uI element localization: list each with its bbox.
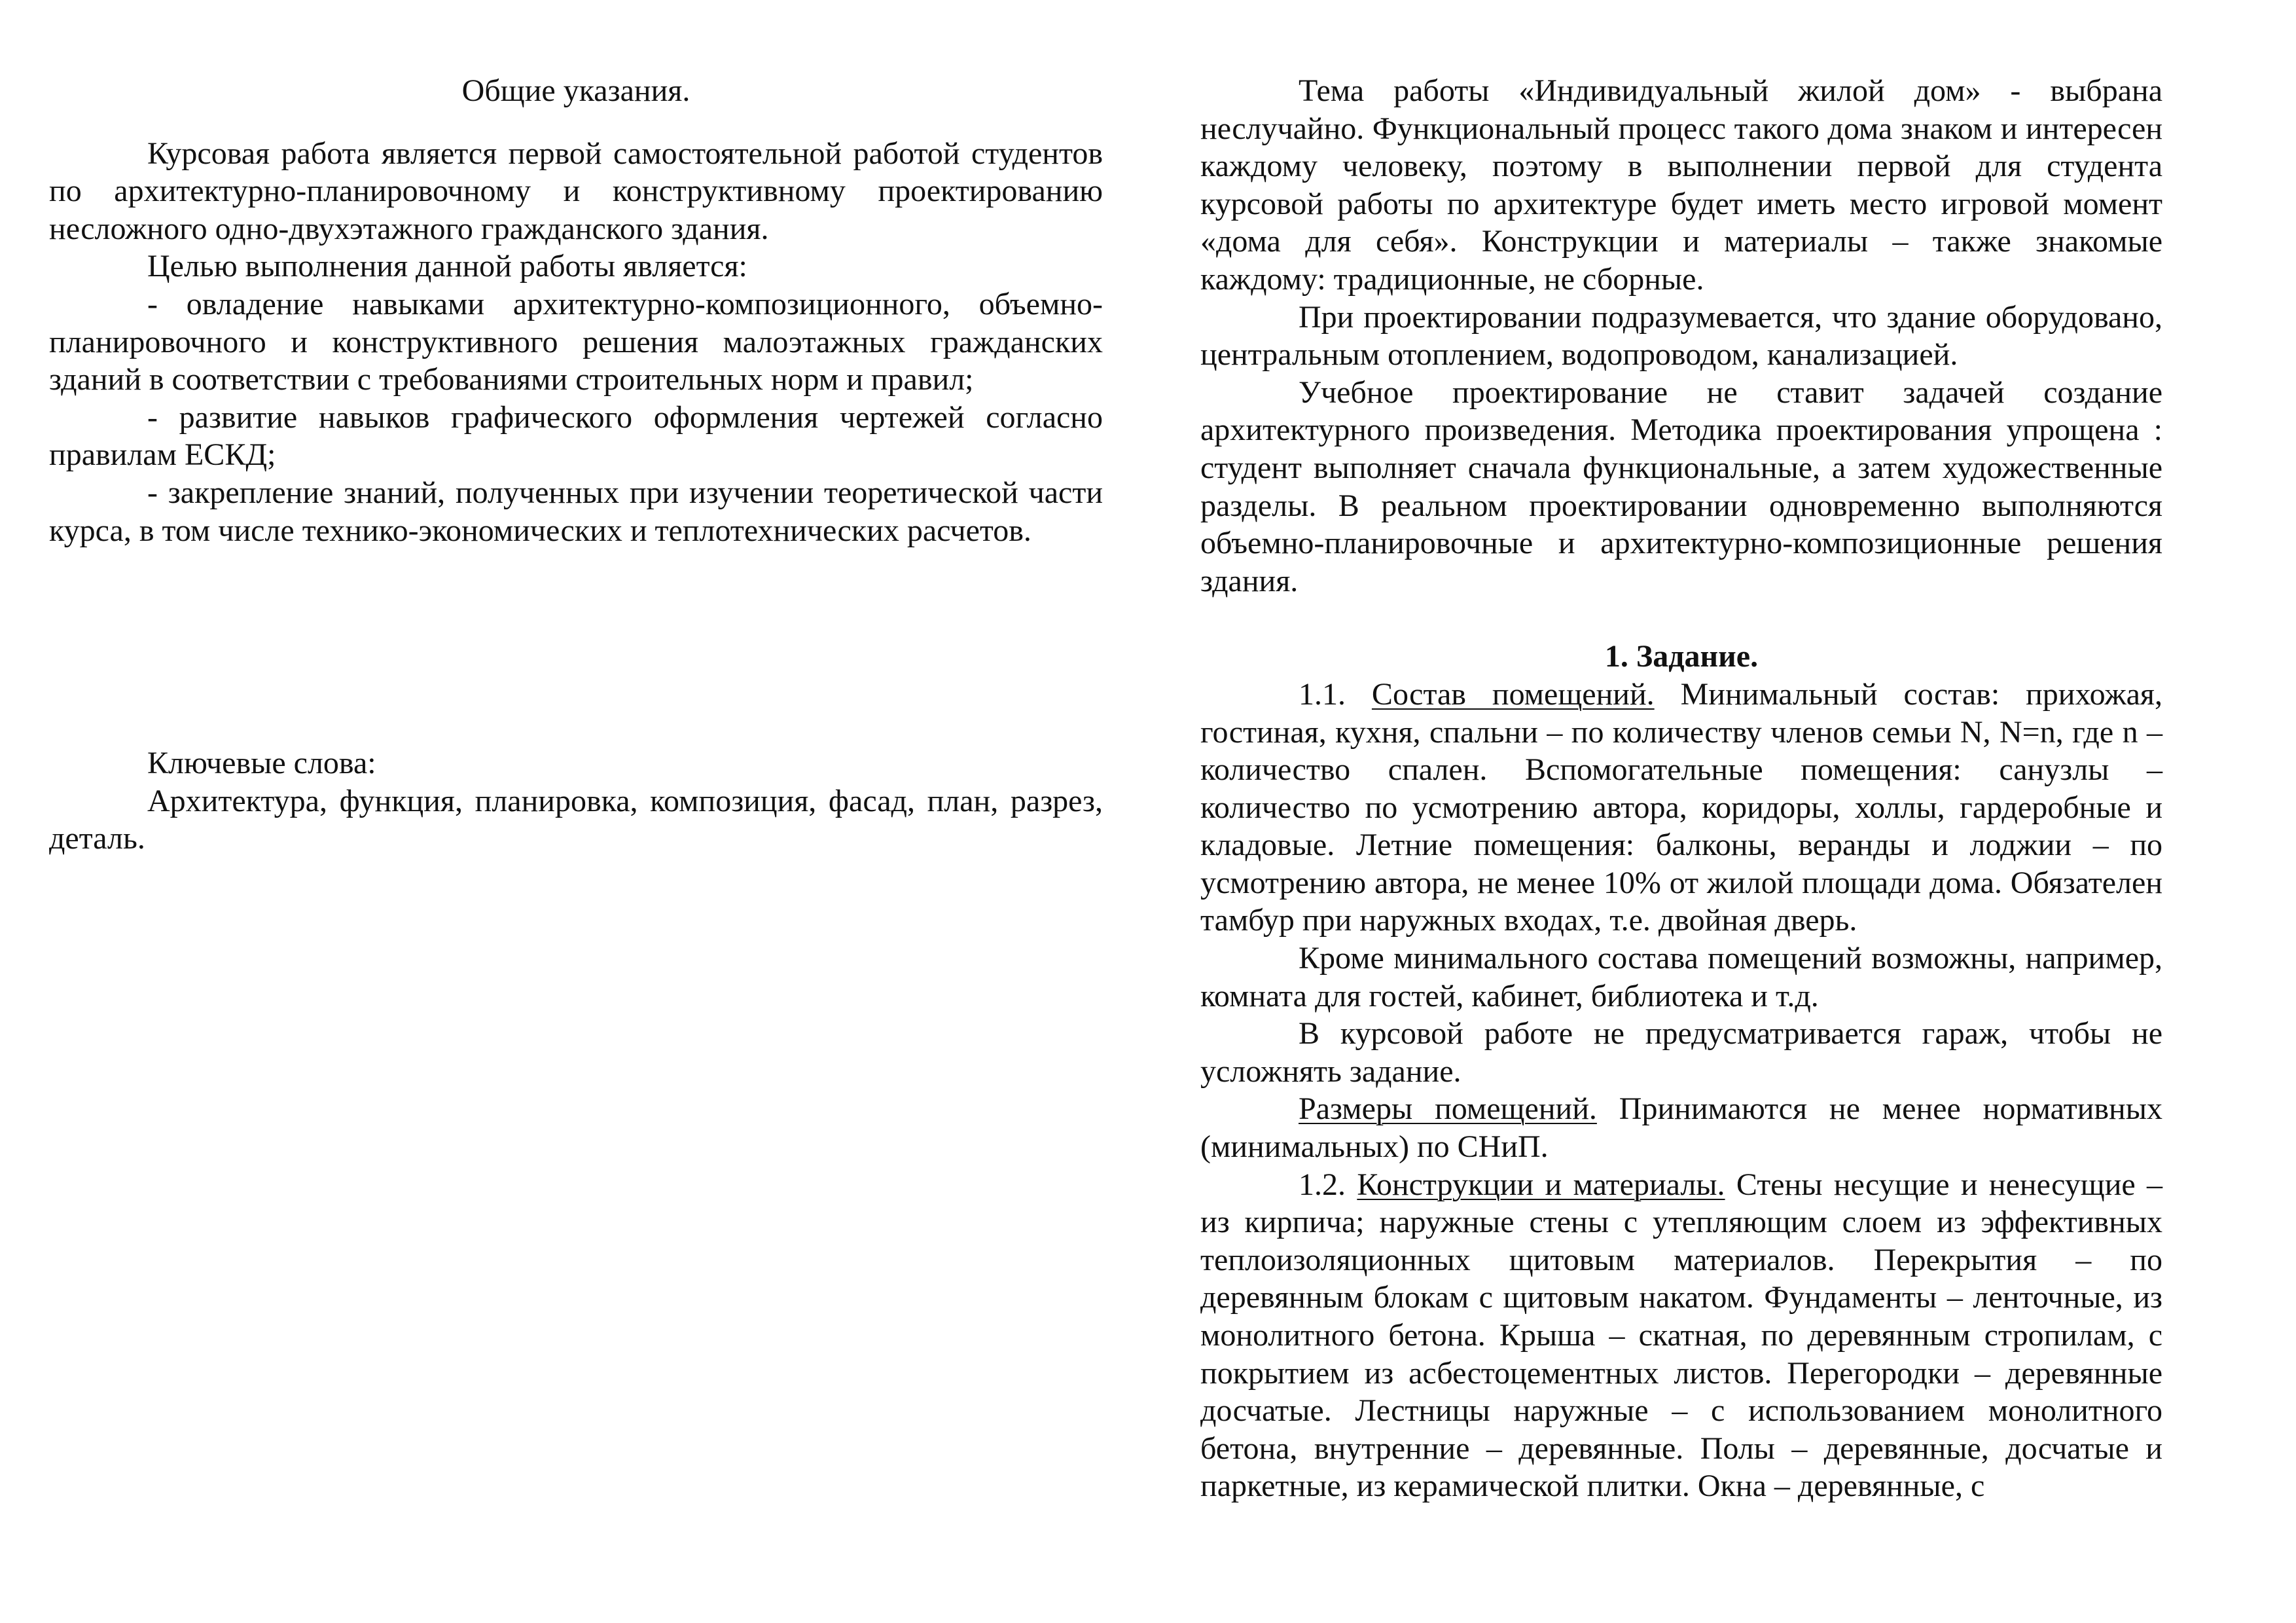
right-column	[1200, 72, 2162, 1505]
room-sizes-title: Размеры помещений.	[1299, 1091, 1597, 1127]
goal-item-graphics: - развитие навыков графического оформления чертежей согласно правилам ЕСКД;	[49, 399, 1103, 473]
section-1-1-title: Состав помещений.	[1371, 676, 1655, 712]
paragraph-course-intro: Курсовая работа является первой самостоятельной работой студентов по архитектурно-планировочному и конструктивному проектированию несложного одно-двухэтажного гражданского здания.	[49, 136, 1103, 246]
goal-item-composition: - овладение навыками архитектурно-композиционного, объемно-планировочного и конструктивного решения малоэтажных гражданских зданий в соответствии с требованиями строительных норм и правил;	[49, 286, 1103, 397]
goal-item-knowledge: - закрепление знаний, полученных при изучении теоретической части курса, в том числе технико-экономических и теплотехнических расчетов.	[49, 475, 1103, 548]
keywords-label: Ключевые слова:	[147, 746, 376, 781]
intro-equipment: При проектировании подразумевается, что здание оборудовано, центральным отоплением, водопроводом, канализацией.	[1200, 299, 2162, 373]
paragraph-goal: Целью выполнения данной работы является:	[147, 249, 747, 284]
intro-topic: Тема работы «Индивидуальный жилой дом» - выбрана неслучайно. Функциональный процесс такого дома знаком и интересен каждому человеку, поэтому в выполнении первой для студента курсовой работы по архитектуре будет иметь место игровой момент «дома для себя». Конструкции и материалы – также знакомые каждому: традиционные, не сборные.	[1200, 73, 2162, 297]
left-column	[49, 72, 1103, 858]
room-sizes-text: Принимаются не менее нормативных (минимальных) по СНиП.	[1200, 1091, 2162, 1165]
right-page	[1148, 0, 2296, 1623]
section-1-1-number: 1.1.	[1299, 676, 1346, 712]
paragraph-room-sizes	[1200, 1090, 2162, 1165]
paragraph-garage: В курсовой работе не предусматривается гараж, чтобы не усложнять задание.	[1200, 1016, 2162, 1089]
general-guidelines-title: Общие указания.	[461, 73, 691, 108]
section-1-1	[1200, 676, 2162, 939]
paragraph-extra-rooms: Кроме минимального состава помещений возможны, например, комната для гостей, кабинет, библиотека и т.д.	[1200, 941, 2162, 1013]
keywords-text: Архитектура, функция, планировка, композиция, фасад, план, разрез, деталь.	[49, 783, 1103, 856]
section-1-2-number: 1.2.	[1299, 1167, 1346, 1202]
section-1-1-text: Минимальный состав: прихожая, гостиная, кухня, спальни – по количеству членов семьи N, N=n, где n – количество спален. Вспомогательные помещения: санузлы – количество по усмотрению автора, коридоры, холлы, гардеробные и кладовые. Летние помещения: балконы, веранды и лоджии – по усмотрению автора, не менее 10% от жилой площади дома. Обязателен тамбур при наружных входах, т.е. двойная дверь.	[1200, 676, 2162, 938]
section-1-2-text: Стены несущие и ненесущие – из кирпича; наружные стены с утепляющим слоем из эффективных теплоизоляционных щитовым материалов. Перекрытия – по деревянным блокам с щитовым накатом. Фундаменты – ленточные, из монолитного бетона. Крыша – скатная, по деревянным стропилам, с покрытием из асбестоцементных листов. Перегородки – деревянные досчатые. Лестницы наружные – с использованием монолитного бетона, внутренние – деревянные. Полы – деревянные, досчатые и паркетные, из керамической плитки. Окна – деревянные, с	[1200, 1167, 2163, 1504]
section-heading-task: 1. Задание.	[1604, 639, 1759, 674]
section-1-2	[1200, 1166, 2162, 1505]
intro-method: Учебное проектирование не ставит задачей создание архитектурного произведения. Методика проектирования упрощена : студент выполняет сначала функциональные, а затем художественные разделы. В реальном проектировании одновременно выполняются объемно-планировочные и архитектурно-композиционные решения здания.	[1200, 374, 2162, 598]
section-1-2-title: Конструкции и материалы.	[1357, 1167, 1725, 1202]
